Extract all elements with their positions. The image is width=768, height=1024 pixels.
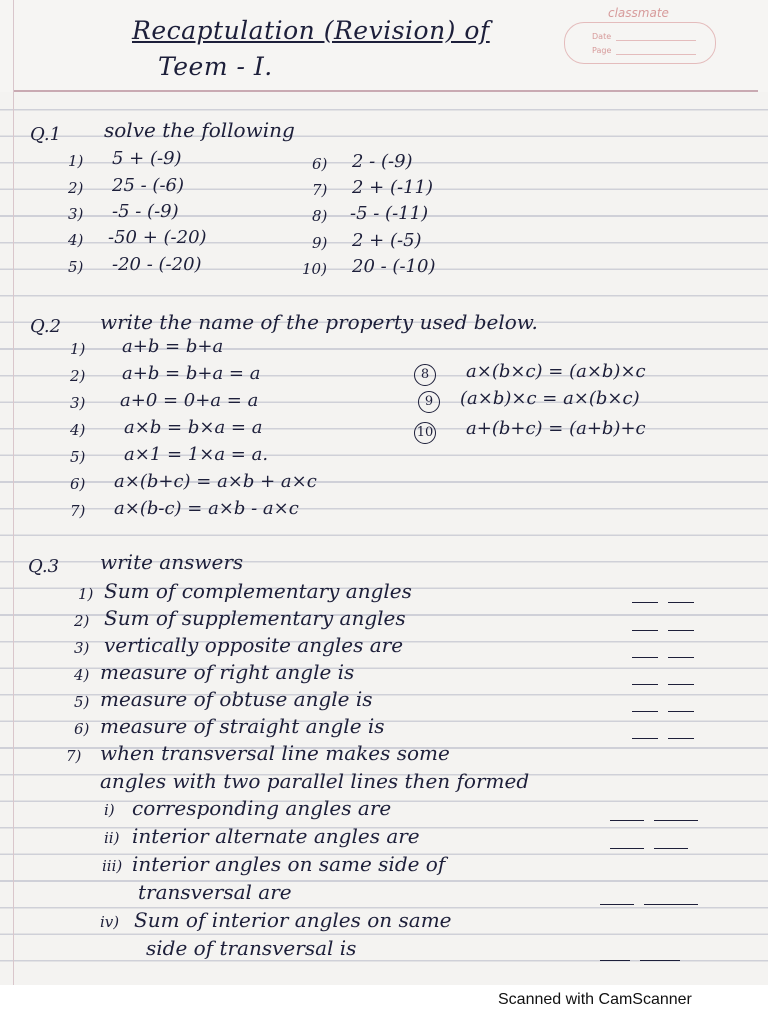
q2-circled-number: 9 — [418, 391, 440, 413]
q2-item-expr: (a×b)×c = a×(b×c) — [460, 388, 640, 409]
q1-item-expr: 2 + (-5) — [352, 230, 422, 251]
answer-blank — [622, 676, 694, 692]
notebook-brand-stamp — [560, 4, 720, 64]
q3-sub-number: i) — [104, 801, 115, 819]
q3-item-number: 1) — [78, 585, 94, 603]
q2-item-number: 6) — [70, 475, 86, 493]
page-line — [616, 54, 696, 55]
q3-heading: write answers — [100, 550, 244, 574]
q3-sub-text: interior angles on same side of — [132, 852, 446, 876]
q2-item-expr: a+b = b+a = a — [122, 363, 261, 384]
answer-blank — [622, 649, 694, 665]
page-label: Page — [592, 46, 612, 55]
page-subtitle: Teem - I. — [158, 52, 273, 81]
q1-item-number: 10) — [302, 260, 327, 278]
q1-heading: solve the following — [104, 118, 295, 142]
q2-item-number: 3) — [70, 394, 86, 412]
q1-item-expr: 20 - (-10) — [352, 256, 436, 277]
q3-item-text: Sum of supplementary angles — [104, 606, 406, 630]
q3-sub-number: iv) — [100, 913, 120, 931]
brand-name: classmate — [608, 6, 669, 20]
date-line — [616, 40, 696, 41]
q1-item-number: 6) — [312, 155, 328, 173]
q3-sub-text: interior alternate angles are — [132, 824, 420, 848]
q2-item-number: 1) — [70, 340, 86, 358]
header-rule — [14, 90, 758, 92]
q1-item-expr: 2 + (-11) — [352, 177, 434, 198]
answer-blank — [600, 840, 688, 856]
q3-sub-continuation: transversal are — [138, 880, 292, 904]
q2-item-expr: a×(b-c) = a×b - a×c — [114, 498, 299, 519]
q3-item-text: when transversal line makes some — [100, 741, 450, 765]
q1-item-number: 9) — [312, 234, 328, 252]
q1-item-expr: -5 - (-11) — [350, 203, 429, 224]
q2-item-expr: a+b = b+a — [122, 336, 224, 357]
q2-item-expr: a×1 = 1×a = a. — [124, 444, 269, 465]
q3-item-text: measure of obtuse angle is — [100, 687, 373, 711]
q1-item-number: 5) — [68, 258, 84, 276]
q3-item-number: 5) — [74, 693, 90, 711]
q3-item-number: 4) — [74, 666, 90, 684]
answer-blank — [622, 622, 694, 638]
q1-label: Q.1 — [30, 124, 62, 145]
q1-item-number: 8) — [312, 207, 328, 225]
q3-item7-continuation: angles with two parallel lines then formed — [100, 769, 530, 793]
q3-sub-text: Sum of interior angles on same — [134, 908, 452, 932]
page-title: Recaptulation (Revision) of — [132, 16, 490, 45]
q2-item-expr: a×(b×c) = (a×b)×c — [466, 361, 646, 382]
q2-circled-number: 10 — [414, 422, 436, 444]
margin-rule — [13, 0, 14, 985]
q3-label: Q.3 — [28, 556, 60, 577]
date-label: Date — [592, 32, 612, 41]
q2-item-number: 7) — [70, 502, 86, 520]
q1-item-number: 4) — [68, 231, 84, 249]
q1-item-expr: -5 - (-9) — [112, 201, 179, 222]
q1-item-number: 2) — [68, 179, 84, 197]
q3-item-text: Sum of complementary angles — [104, 579, 412, 603]
q3-item-text: measure of right angle is — [100, 660, 355, 684]
q2-item-expr: a×b = b×a = a — [124, 417, 263, 438]
q3-sub-continuation: side of transversal is — [146, 936, 357, 960]
q3-item-text: vertically opposite angles are — [104, 633, 404, 657]
q2-heading: write the name of the property used below. — [100, 310, 538, 334]
q2-item-expr: a+0 = 0+a = a — [120, 390, 259, 411]
q1-item-expr: 25 - (-6) — [112, 175, 185, 196]
scanner-watermark: Scanned with CamScanner — [498, 991, 692, 1008]
q3-sub-text: corresponding angles are — [132, 796, 392, 820]
q3-item-number: 6) — [74, 720, 90, 738]
q2-item-number: 2) — [70, 367, 86, 385]
q1-item-expr: -20 - (-20) — [112, 254, 202, 275]
answer-blank — [600, 812, 698, 828]
q1-item-expr: 2 - (-9) — [352, 151, 413, 172]
date-page-box — [564, 22, 716, 64]
q1-item-expr: 5 + (-9) — [112, 148, 182, 169]
answer-blank — [590, 952, 680, 968]
q3-item-text: measure of straight angle is — [100, 714, 385, 738]
q1-item-number: 1) — [68, 152, 84, 170]
q3-sub-number: ii) — [104, 829, 120, 847]
q1-item-number: 3) — [68, 205, 84, 223]
q2-circled-number: 8 — [414, 364, 436, 386]
q3-item-number: 2) — [74, 612, 90, 630]
q2-item-expr: a+(b+c) = (a+b)+c — [466, 418, 646, 439]
q2-item-number: 5) — [70, 448, 86, 466]
q3-sub-number: iii) — [102, 857, 123, 875]
q1-item-expr: -50 + (-20) — [108, 227, 207, 248]
q1-item-number: 7) — [312, 181, 328, 199]
answer-blank — [590, 896, 698, 912]
q2-item-expr: a×(b+c) = a×b + a×c — [114, 471, 317, 492]
answer-blank — [622, 730, 694, 746]
q3-item-number: 7) — [66, 747, 82, 765]
answer-blank — [622, 703, 694, 719]
q3-item-number: 3) — [74, 639, 90, 657]
q2-item-number: 4) — [70, 421, 86, 439]
q2-label: Q.2 — [30, 316, 62, 337]
answer-blank — [622, 594, 694, 610]
